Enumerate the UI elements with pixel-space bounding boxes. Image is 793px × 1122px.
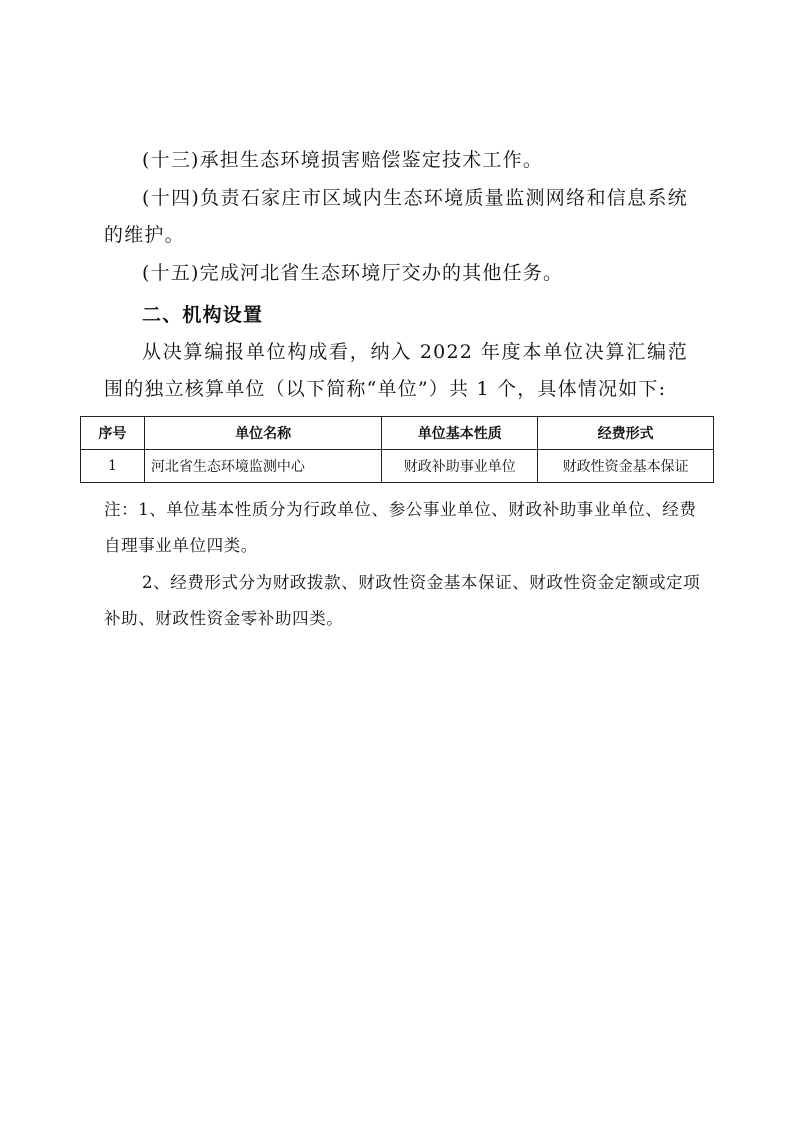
note-2: 2、经费形式分为财政拨款、财政性资金基本保证、财政性资金定额或定项补助、财政性资金零补助四类。 xyxy=(104,573,701,628)
paragraph-item-14: (十四)负责石家庄市区域内生态环境质量监测网络和信息系统的维护。 xyxy=(104,187,688,246)
table-header-row xyxy=(81,417,714,450)
intro-paragraph: 从决算编报单位构成看，纳入 2022 年度本单位决算汇编范围的独立核算单位（以下简称“单位”）共 1 个，具体情况如下: xyxy=(104,341,688,400)
header-unit-name: 单位名称 xyxy=(144,417,382,450)
unit-table xyxy=(80,416,714,483)
cell-funding-form: 财政性资金基本保证 xyxy=(538,450,714,483)
cell-unit-name: 河北省生态环境监测中心 xyxy=(144,450,382,483)
cell-unit-nature: 财政补助事业单位 xyxy=(382,450,538,483)
section-heading: 二、机构设置 xyxy=(142,304,264,326)
header-unit-nature: 单位基本性质 xyxy=(382,417,538,450)
paragraph-item-15: (十五)完成河北省生态环境厅交办的其他任务。 xyxy=(142,262,564,284)
paragraph-item-13: (十三)承担生态环境损害赔偿鉴定技术工作。 xyxy=(142,149,544,171)
note-1: 注：1、单位基本性质分为行政单位、参公事业单位、财政补助事业单位、经费自理事业单位四类。 xyxy=(104,500,697,555)
header-index: 序号 xyxy=(81,417,145,450)
header-funding-form: 经费形式 xyxy=(538,417,714,450)
cell-index: 1 xyxy=(81,450,145,483)
table-row xyxy=(81,450,714,483)
